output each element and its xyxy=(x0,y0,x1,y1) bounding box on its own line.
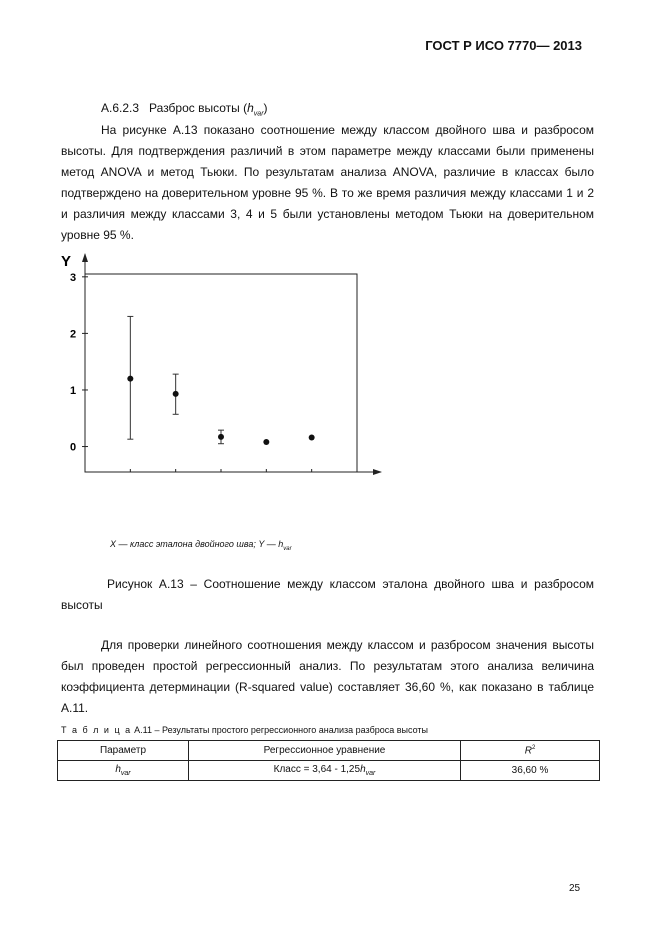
header-param: Параметр xyxy=(58,741,189,761)
y-tick-label: 0 xyxy=(69,441,77,454)
cell-r2: 36,60 % xyxy=(461,761,600,781)
paragraph-2 xyxy=(61,635,594,719)
y-axis-label: Y xyxy=(60,253,72,270)
section-title-suffix: ) xyxy=(263,101,268,115)
header-r-sup: 2 xyxy=(531,744,536,751)
section-number: А.6.2.3 xyxy=(101,101,140,115)
cell-param-var: h xyxy=(115,764,121,775)
legend-x-desc: X — класс эталона двойного шва; Y — xyxy=(110,539,279,549)
data-point xyxy=(309,434,315,440)
table-row xyxy=(58,761,600,781)
header-equation: Регрессионное уравнение xyxy=(189,741,461,761)
document-header: ГОСТ Р ИСО 7770— 2013 xyxy=(425,38,582,53)
table-header-row xyxy=(58,741,600,761)
cell-param-sub: var xyxy=(120,770,131,777)
table-title xyxy=(61,725,428,735)
figure-caption xyxy=(61,574,594,616)
section-title-var: h xyxy=(247,101,254,115)
data-point xyxy=(127,376,133,382)
section-title xyxy=(101,101,268,117)
header-r2 xyxy=(461,741,600,761)
figure-legend xyxy=(110,539,292,552)
cell-param xyxy=(58,761,189,781)
data-point xyxy=(173,391,179,397)
paragraph-1 xyxy=(61,120,594,246)
cell-equation xyxy=(189,761,461,781)
regression-table xyxy=(57,740,600,781)
section-title-prefix: Разброс высоты ( xyxy=(149,101,248,115)
table-label: Т а б л и ц а xyxy=(61,725,132,735)
x-axis-arrow xyxy=(373,469,382,475)
y-tick-label: 1 xyxy=(69,384,77,397)
errorbar-chart xyxy=(55,250,390,480)
cell-equation-var: h xyxy=(360,764,366,775)
y-tick-label: 3 xyxy=(69,271,77,284)
cell-equation-prefix: Класс = 3,64 - 1,25 xyxy=(273,764,361,775)
header-r-base: R xyxy=(524,745,532,757)
data-point xyxy=(218,434,224,440)
legend-var: h xyxy=(278,539,284,549)
y-axis-arrow xyxy=(82,253,88,262)
paragraph-2-text: Для проверки линейного соотношения между классом и разбросом значения высоты был проведен простой регрессионный анализ. По результатам этого анализа величина коэффициента детерминации (R-squared value) составляет 36,60 %, как показано в таблице А.11. xyxy=(61,638,594,715)
cell-equation-sub: var xyxy=(365,770,376,777)
paragraph-1-text: На рисунке А.13 показано соотношение между классом двойного шва и разбросом высоты. Для подтверждения различий в этом параметре между классами были применены метод ANOVA и метод Тьюки. По результатам анализа ANOVA, различие в классах было подтверждено на доверительном уровне 95 %. В то же время различия между классами 1 и 2 и различия между классами 3, 4 и 5 были установлены методом Тьюки на доверительном уровне 95 %. xyxy=(61,123,594,242)
chart-marks xyxy=(127,316,314,445)
legend-sub: var xyxy=(283,545,292,552)
data-point xyxy=(263,439,269,445)
y-tick-label: 2 xyxy=(69,328,77,341)
section-title-sub: var xyxy=(253,110,264,118)
page-number: 25 xyxy=(569,883,581,894)
figure-caption-text: Рисунок А.13 – Соотношение между классом эталона двойного шва и разбросом высоты xyxy=(61,577,594,612)
table-number-title: А.11 – Результаты простого регрессионного анализа разброса высоты xyxy=(131,725,428,735)
